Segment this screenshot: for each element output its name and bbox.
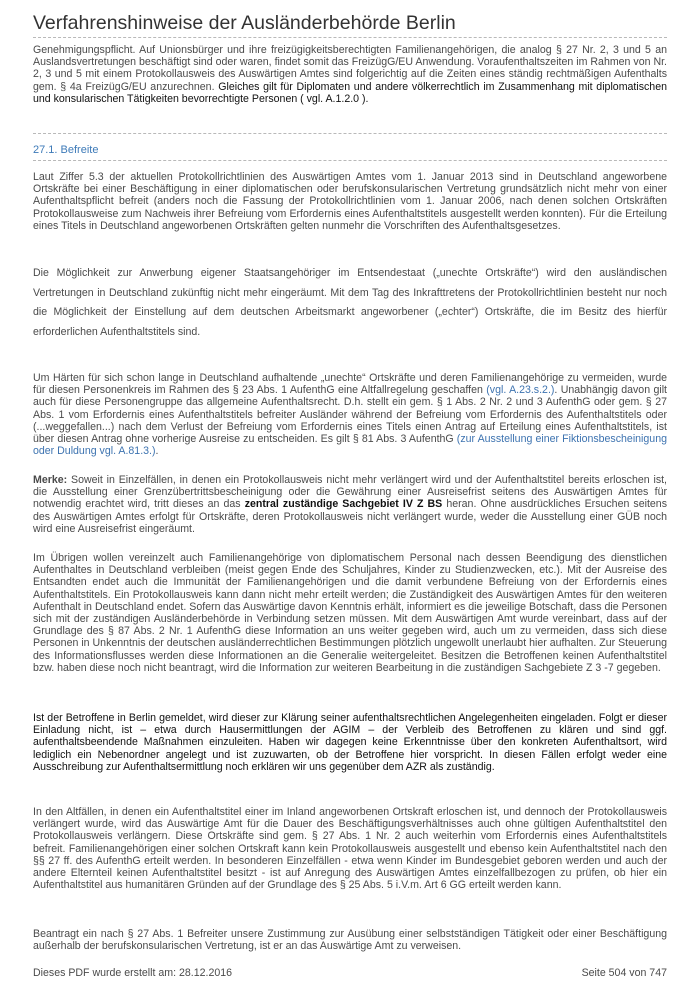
paragraph-3: Die Möglichkeit zur Anwerbung eigener Staatsangehöriger im Entsendestaat („unechte Ortskräfte“) wird den ausländischen Vertretungen in Deutschland zukünftig nicht mehr eingeräumt. Mit dem Tag des Inkrafttretens der Protokollrichtlinien besteht nur noch die Möglichkeit der Einstellung auf dem deutschen Arbeitsmarkt angeworbener („echter“) Ortskräfte, die im Besitz des hierfür erforderlichen Aufenthaltstitels sind. xyxy=(33,267,667,338)
paragraph-8: In den Altfällen, in denen ein Aufenthaltstitel einer im Inland angeworbenen Ortskraft erloschen ist, und dennoch der Protokollausweis verlängert wurde, wird das Auswärtige Amt für die Dauer des Beschäftigungsverhältnisses auch ohne gültigen Aufenthaltstitel den Protokollausweis verlängern. Diese Ortskräfte sind gem. § 27 Abs. 1 Nr. 2 auch weiterhin vom Erfordernis eines Aufenthaltstitels befreit. Familienangehörigen einer solchen Ortskraft kann kein Protokollausweis ausgestellt und ebenso kein Aufenthaltstitel nach den §§ 27 ff. des AufenthG erteilt werden. In besonderen Einzelfällen - etwa wenn Kinder im Bundesgebiet geboren werden und auch der andere Elternteil keinen Aufenthaltstitel besitzt - ist auf Anregung des Auswärtigen Amtes einzelfallbezogen zu prüfen, ob hier ein Aufenthaltstitel aus humanitären Gründen auf der Grundlage des § 25 Abs. 5 i.V.m. Art 6 GG erteilt werden kann. xyxy=(33,806,667,892)
footer-created-date: Dieses PDF wurde erstellt am: 28.12.2016 xyxy=(33,967,233,979)
paragraph-5-text-2: heran. Ohne ausdrückliches Ersuchen seitens des Auswärtigen Amtes erfolgt für Ortskräfte, deren Protokollausweis nicht verlängert wurde, weder die Ausstellung einer GÜB noch wird eine Ausreisefrist eingeräumt. xyxy=(33,498,667,535)
link-fiktionsbescheinigung[interactable]: (zur Ausstellung einer Fiktionsbescheinigung oder Duldung vgl. A.81.3.) xyxy=(33,433,667,458)
paragraph-1-text: Genehmigungspflicht. Auf Unionsbürger und ihre freizügigkeitsberechtigten Familienangehörigen, die analog § 27 Nr. 2, 3 und 5 an Auslandsvertretungen beschäftigt sind oder waren, findet somit das FreizügG/EU Anwendung. Voraufenthaltszeiten im Rahmen von Nr. 2, 3 und 5 mit einem Protokollausweis des Auswärtigen Amtes sind folgerichtig auf die Zeiten eines ständig rechtmäßigen Aufenthalts gem. § 4a FreizügG/EU anzurechnen. xyxy=(33,44,667,93)
title-divider xyxy=(33,37,667,38)
paragraph-4 xyxy=(33,372,667,457)
paragraph-4-text-3: . xyxy=(155,445,159,458)
section-heading: 27.1. Befreite xyxy=(33,144,99,156)
paragraph-2: Laut Ziffer 5.3 der aktuellen Protokollrichtlinien des Auswärtigen Amtes vom 1. Januar 2013 sind in Deutschland angeworbene Ortskräfte bei einer Beschäftigung in einer diplomatischen oder berufskonsularischen Vertretung grundsätzlich nicht mehr von einer Aufenthaltspflicht befreit (anders noch die Fassung der Protokollrichtlinien vom 1. Januar 2006, nach denen solchen Ortskräften Protokollausweise zum Nachweis ihrer Befreiung vom Erfordernis eines Aufenthaltstitels ausgestellt werden konnten). Für die Erteilung eines Titels in Deutschland angeworbenen Ortskräften gelten nunmehr die Vorschriften des Aufenthaltsgesetzes. xyxy=(33,171,667,232)
paragraph-4-text-2: . Unabhängig davon gilt auch für diese Personengruppe das allgemeine Aufenthaltsrecht. D.h. stellt ein gem. § 1 Abs. 2 Nr. 2 und 3 AufenthG oder gem. § 27 Abs. 1 vom Erfordernis eines Aufenthaltstitels befreiter Ausländer während der Befreiung vom Erfordernis des Aufenthaltstitels oder (...weggefallen...) nach dem Verlust der Befreiung vom Erfordernis eines Titels einen Antrag auf Erteilung eines Aufenthaltstitels, ist über diesen Antrag ohne vorherige Ausreise zu entscheiden. Es gilt § 81 Abs. 3 AufenthG xyxy=(33,384,667,446)
paragraph-1 xyxy=(33,44,667,105)
paragraph-5-text-1: Soweit in Einzelfällen, in denen ein Protokollausweis nicht mehr verlängert wird und der Aufenthaltstitel bereits erloschen ist, die Ausstellung einer Grenzübertrittsbescheinigung oder die Gewährung einer Ausreisefrist seitens des Auswärtigen Amtes für notwendig erachtet wird, tritt dieses an das xyxy=(33,474,667,511)
section-divider-top xyxy=(33,133,667,134)
paragraph-6: Im Übrigen wollen vereinzelt auch Familienangehörige von diplomatischem Personal nach dessen Beendigung des dienstlichen Aufenthaltes in Deutschland verbleiben (meist gegen Ende des Schuljahres, Kinder zu Studienzwecken, etc.). Mit der Ausreise des Entsandten endet auch die Immunität der Familienangehörigen und die damit verbundene Befreiung von der Erfordernis eines Aufenthaltstitels. Ein Protokollausweis kann dann nicht mehr erteilt werden; die Zuständigkeit des Auswärtigen Amtes für den weiteren Aufenthalt in Deutschland endet. Sofern das Auswärtige davon Kenntnis erhält, informiert es die jeweilige Botschaft, dass die Personen sich mit der zuständigen Ausländerbehörde in Verbindung setzen müssen. Mit dem Auswärtigen Amt wurde vereinbart, dass auf der Grundlage des § 87 Abs. 2 Nr. 1 AufenthG diese Information an uns weiter gegeben wird, auch um zu vermeiden, dass sich diese Personen in Unkenntnis der deutschen ausländerrechtlichen Bestimmungen plötzlich ungewollt unerlaubt hier aufhalten. Zur Steuerung des Informationsflusses werden diese Informationen an die Generalie weitergeleitet. Besitzen die Betroffenen keinen Aufenthaltstitel bzw. haben diese noch nicht beantragt, wird die Information zur weiteren Bearbeitung in die zuständigen Sachgebiete Z 3 -7 gegeben. xyxy=(33,552,667,674)
paragraph-9: Beantragt ein nach § 27 Abs. 1 Befreiter unsere Zustimmung zur Ausübung einer selbstständigen Tätigkeit oder einer Beschäftigung außerhalb der berufskonsularischen Vertretung, ist er an das Auswärtige Amt zu verweisen. xyxy=(33,928,667,953)
section-divider-bottom xyxy=(33,160,667,161)
paragraph-5 xyxy=(33,474,667,535)
paragraph-7: Ist der Betroffene in Berlin gemeldet, wird dieser zur Klärung seiner aufenthaltsrechtlichen Angelegenheiten eingeladen. Folgt er dieser Einladung nicht, ist – etwa durch Hausermittlungen der AGIM – der Verbleib des Betroffenen zu klären und sind ggf. aufenthaltsbeendende Maßnahmen einzuleiten. Haben wir dagegen keine Erkenntnisse über den konkreten Aufenthaltsort, wird lediglich ein Nebenordner angelegt und ist zuzuwarten, ob der Betroffene hier vorspricht. In diesen Fällen erfolgt weder eine Ausschreibung zur Aufenthaltsermittlung noch erklären wir uns gegenüber dem AZR als zuständig. xyxy=(33,712,667,773)
paragraph-1-emphasis: Gleiches gilt für Diplomaten und andere völkerrechtlich im Zusammenhang mit diplomatischen und konsularischen Tätigkeiten bevorrechtigte Personen ( vgl. A.1.2.0 ). xyxy=(33,80,667,105)
page-title: Verfahrenshinweise der Ausländerbehörde Berlin xyxy=(33,12,456,34)
paragraph-4-text-1: Um Härten für sich schon lange in Deutschland aufhaltende „unechte“ Ortskräfte und deren Familienangehörige zu vermeiden, wurde für diesen Personenkreis im Rahmen des § 23 Abs. 1 AufenthG eine Altfallregelung geschaffen xyxy=(33,372,667,397)
merke-label: Merke: xyxy=(33,474,68,486)
link-vgl-a23[interactable]: (vgl. A.23.s.2.) xyxy=(486,384,555,397)
footer-page-number: Seite 504 von 747 xyxy=(581,967,667,979)
paragraph-5-bold: zentral zuständige Sachgebiet IV Z BS xyxy=(244,498,443,511)
